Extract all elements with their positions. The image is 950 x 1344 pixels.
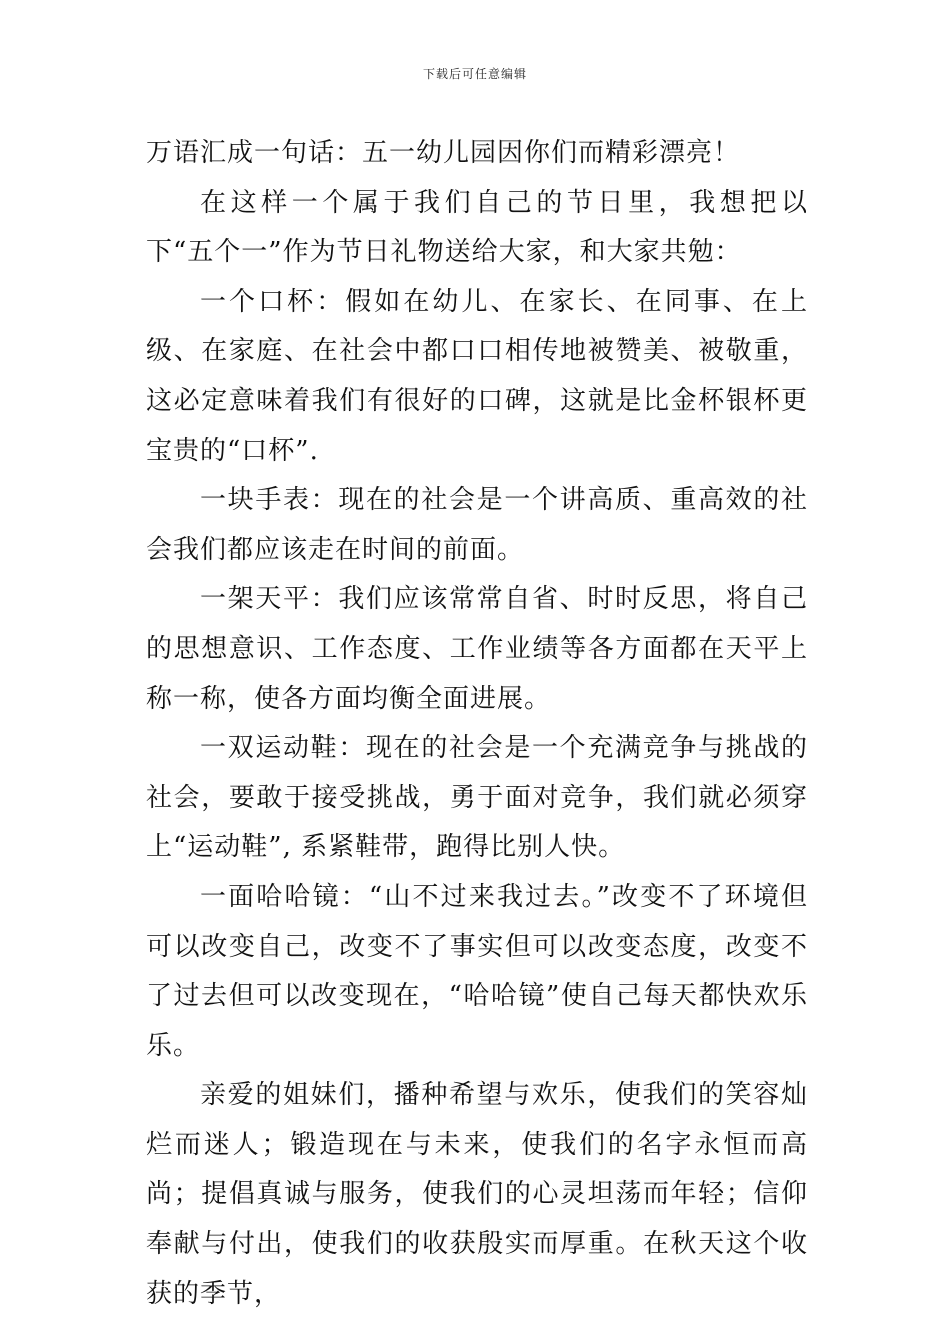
paragraph-1: 万语汇成一句话：五一幼儿园因你们而精彩漂亮！ [146,138,741,168]
paragraph-6: 一双运动鞋：现在的社会是一个充满竞争与挑战的社会，要敢于接受挑战，勇于面对竞争，我们就必须穿上“运动鞋”, 系紧鞋带，跑得比别人快。 [146,733,808,863]
paragraph-5: 一架天平：我们应该常常自省、时时反思，将自己的思想意识、工作态度、工作业绩等各方面都在天平上称一称，使各方面均衡全面进展。 [146,584,808,714]
paragraph-2: 在这样一个属于我们自己的节日里，我想把以下“五个一”作为节日礼物送给大家，和大家共勉： [146,187,808,268]
paragraph-3: 一个口杯：假如在幼儿、在家长、在同事、在上级、在家庭、在社会中都口口相传地被赞美、被敬重，这必定意味着我们有很好的口碑，这就是比金杯银杯更宝贵的“口杯”. [146,286,808,466]
paragraph-8: 亲爱的姐妹们，播种希望与欢乐，使我们的笑容灿烂而迷人；锻造现在与未来，使我们的名字永恒而高尚；提倡真诚与服务，使我们的心灵坦荡而年轻；信仰奉献与付出，使我们的收获殷实而厚重。在秋天这个收获的季节， [146,1080,808,1309]
document-body [146,129,808,1319]
paragraph-4: 一块手表：现在的社会是一个讲高质、重高效的社会我们都应该走在时间的前面。 [146,485,808,565]
paragraph-7: 一面哈哈镜：“山不过来我过去。”改变不了环境但可以改变自己，改变不了事实但可以改变态度，改变不了过去但可以改变现在，“哈哈镜”使自己每天都快欢乐乐。 [146,881,808,1061]
page-header: 下载后可任意编辑 [422,67,527,81]
